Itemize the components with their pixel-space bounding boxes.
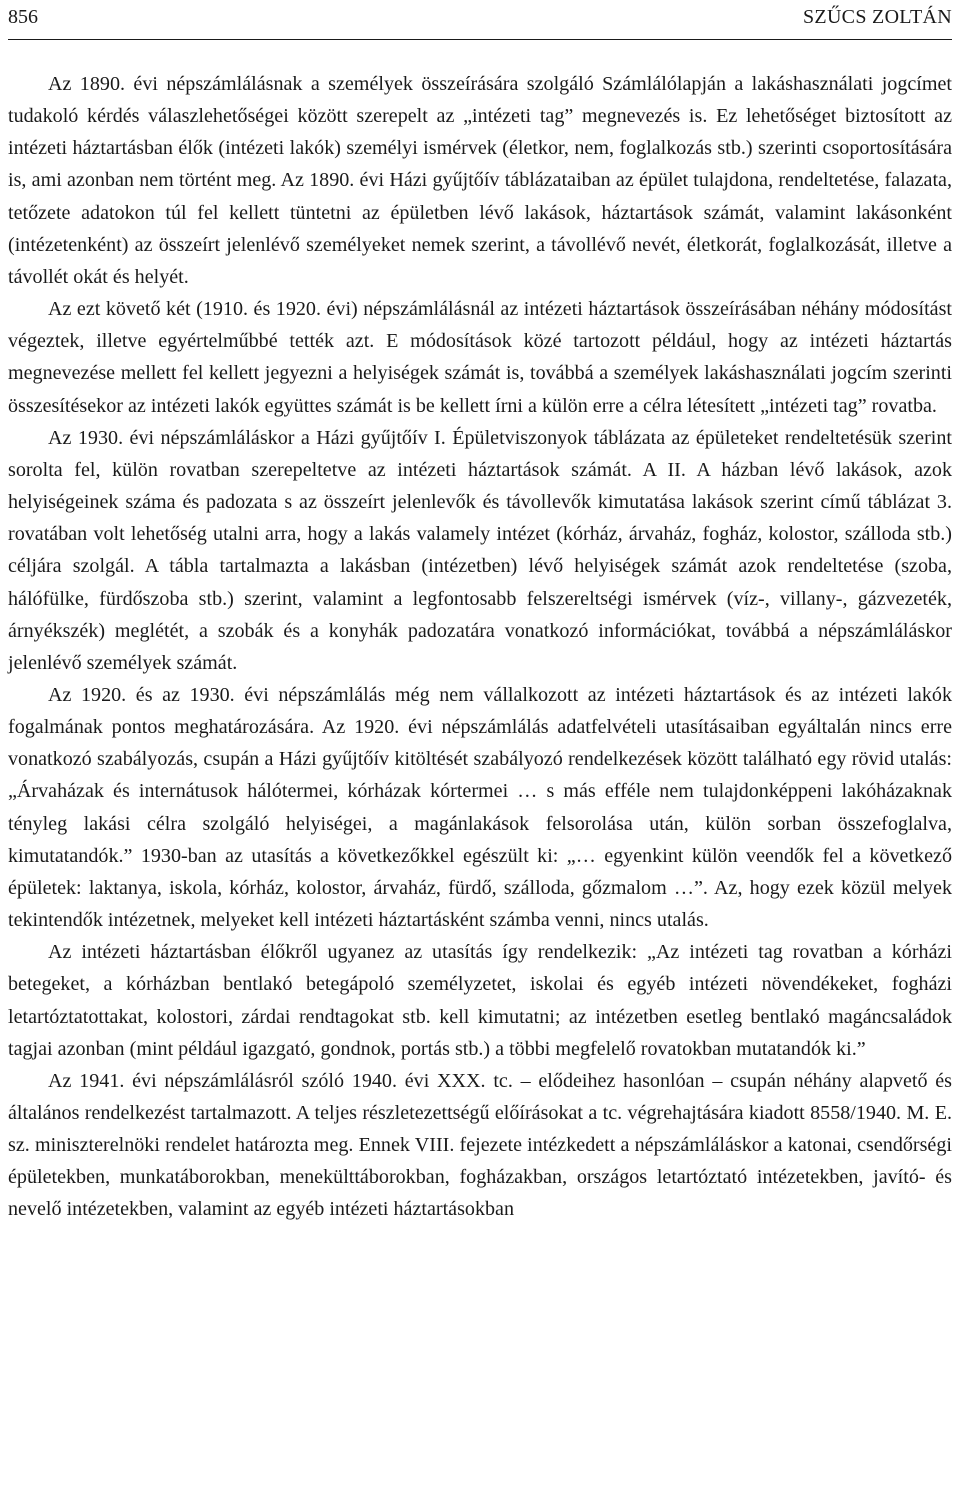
header-rule [8, 39, 952, 40]
paragraph-3: Az 1930. évi népszámláláskor a Házi gyűjtőív I. Épületviszonyok táblázata az épületeket rendeltetésük szerint sorolta fel, külön rovatban szerepeltetve az intézeti háztartások számát. A II. A házban lévő lakások, azok helyiségeinek száma és padozata s az összeírt jelenlevők és távollevők kimutatása lakások szerint című táblázat 3. rovatában volt lehetőség utalni arra, hogy a lakás valamely intézet (kórház, árvaház, fogház, kolostor, szálloda stb.) céljára szolgál. A tábla tartalmazta a lakásban (intézetben) lévő helyiségek számát azok rendeltetése (szoba, hálófülke, fürdőszoba stb.) szerint, valamint a legfontosabb felszereltségi ismérvek (víz-, villany-, gázvezeték, árnyékszék) meglétét, a szobák és a konyhák padozatára vonatkozó információkat, továbbá a népszámláláskor jelenlévő személyek számát. [8, 426, 952, 674]
paragraph-2: Az ezt követő két (1910. és 1920. évi) népszámlálásnál az intézeti háztartások összeírásában néhány módosítást végeztek, illetve egyértelműbbé tették azt. E módosítások közé tartozott például, hogy az intézeti háztartás megnevezése mellett fel kellett jegyezni a helyiségek számát is, továbbá a személyek lakáshasználati jogcím szerinti összesítésekor az intézeti lakók együttes számát is be kellett írni a külön erre a célra létesített „intézeti tag” rovatba. [8, 298, 952, 417]
page-number: 856 [8, 6, 38, 28]
paragraph-4: Az 1920. és az 1930. évi népszámlálás még nem vállalkozott az intézeti háztartások és az intézeti lakók fogalmának pontos meghatározására. Az 1920. évi népszámlálás adatfelvételi utasításaiban egyáltalán nincs erre vonatkozó szabályozás, csupán a Házi gyűjtőív kitöltését szabályozó rendelkezések között található egy rövid utalás: „Árvaházak és internátusok hálótermei, kórházak kórtermei … s más efféle nem tulajdonképpeni lakóházaknak tényleg lakási célra szolgáló helyiségei, a magánlakások felsorolása után, külön sorban összefoglalva, kimutatandók.” 1930-ban az utasítás a következőkkel egészült ki: „… egyenkint külön veendők fel a következő épületek: laktanya, iskola, kórház, kolostor, árvaház, fürdő, szálloda, gőzmalom …”. Az, hogy ezek közül melyek tekintendők intézetnek, melyeket kell intézeti háztartásként számba venni, nincs utalás. [8, 683, 952, 932]
paragraph-5: Az intézeti háztartásban élőkről ugyanez az utasítás így rendelkezik: „Az intézeti tag rovatban a kórházi betegeket, a kórházban bentlakó betegápoló személyzetet, iskolai és egyéb intézeti növendékeket, fogházi letartóztatottakat, kolostori, zárdai rendtagokat stb. kell kimutatni; az intézetben esetleg bentlakó magáncsaládok tagjai azonban (mint például igazgató, gondnok, portás stb.) a többi megfelelő rovatokban mutatandók ki.” [8, 941, 952, 1060]
running-head-author: SZŰCS ZOLTÁN [803, 6, 952, 28]
paragraph-6: Az 1941. évi népszámlálásról szóló 1940. évi XXX. tc. – elődeihez hasonlóan – csupán néhány alapvető és általános rendelkezést tartalmazott. A teljes részletezettségű előírásokat a tc. végrehajtására kiadott 8558/1940. M. E. sz. miniszterelnöki rendelet határozta meg. Ennek VIII. fejezete intézkedett a népszámláláskor a katonai, csendőrségi épületekben, munkatáborokban, menekülttáborokban, fogházakban, országos letartóztató intézetekben, javító- és nevelő intézetekben, valamint az egyéb intézeti háztartásokban [8, 1069, 952, 1221]
page-header [8, 0, 952, 44]
document-page [8, 0, 952, 1226]
paragraph-1: Az 1890. évi népszámlálásnak a személyek összeírására szolgáló Számlálólapján a lakáshasználati jogcímet tudakoló kérdés válaszlehetőségei között szerepelt az „intézeti tag” megnevezés is. Ez lehetőséget biztosított az intézeti háztartásban élők (intézeti lakók) személyi ismérvek (életkor, nem, foglalkozás stb.) szerinti csoportosítására is, ami azonban nem történt meg. Az 1890. évi Házi gyűjtőív táblázataiban az épület tulajdona, rendeltetése, falazata, tetőzete adatokon túl fel kellett tüntetni az épületben lévő lakások, háztartások számát, valamint lakásonként (intézetenként) az összeírt jelenlévő személyeket nemek szerint, a távollévő nevét, életkorát, foglalkozását, illetve a távollét okát és helyét. [8, 73, 952, 288]
body-text [8, 68, 952, 1226]
